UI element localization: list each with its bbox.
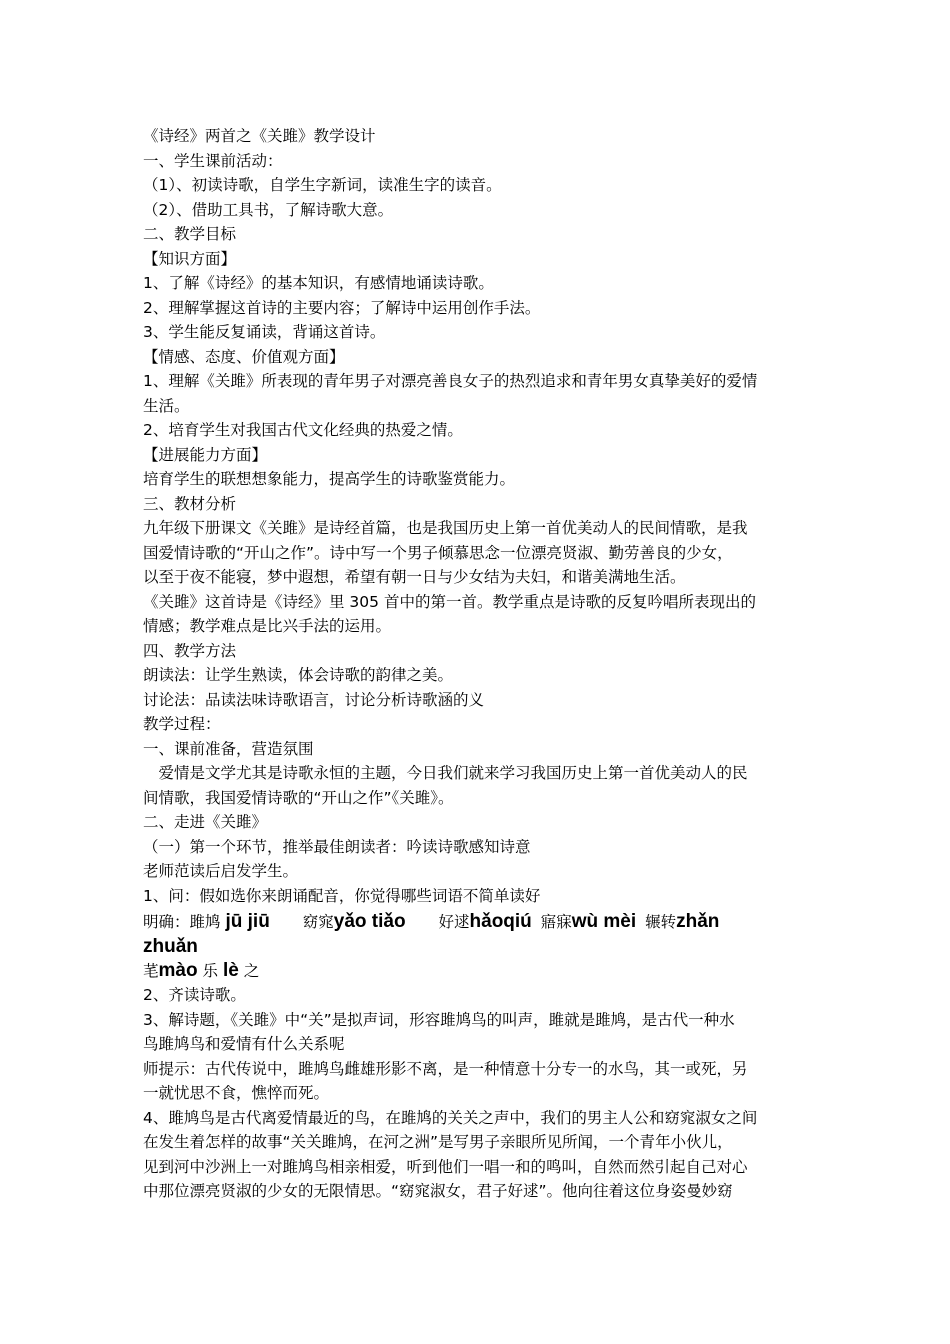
heading-goals: 二、教学目标 (143, 225, 237, 243)
paragraph-line: 3、解诗题，《关雎》中“关”是拟声词，形容雎鸠鸟的叫声，雎就是雎鸠，是古代一种水 (143, 1010, 735, 1029)
pinyin-reading: jū jiū (225, 911, 270, 932)
subheading-emotion: 【情感、态度、价值观方面】 (143, 347, 345, 366)
paragraph-line: 《关雎》这首诗是《诗经》里 305 首中的第一首。教学重点是诗歌的反复吟唱所表现出的 (143, 592, 756, 611)
paragraph-line: （2）、借助工具书，了解诗歌大意。 (143, 200, 394, 219)
pinyin-word: 好逑 (438, 913, 470, 931)
paragraph-line: 情感；教学难点是比兴手法的运用。 (143, 617, 392, 635)
paragraph-line: 见到河中沙洲上一对雎鸠鸟相亲相爱，听到他们一唱一和的鸣叫，自然而然引起自己对心 (143, 1157, 748, 1176)
pinyin-reading: wù mèi (571, 911, 637, 932)
pinyin-word: 辗转 (645, 913, 677, 931)
paragraph-line: 4、雎鸠鸟是古代离爱情最近的鸟，在雎鸠的关关之声中，我们的男主人公和窈窕淑女之间 (143, 1108, 758, 1127)
pinyin-reading: hǎoqiú (469, 911, 532, 932)
paragraph-line: 鸟雎鸠鸟和爱情有什么关系呢 (143, 1035, 345, 1053)
paragraph-line: 培育学生的联想想象能力，提高学生的诗歌鉴赏能力。 (143, 470, 516, 488)
paragraph-line: 3、学生能反复诵读，背诵这首诗。 (143, 323, 386, 341)
paragraph-line: 1、问：假如选你来朗诵配音，你觉得哪些词语不简单读好 (143, 886, 541, 905)
paragraph-line: （1）、初读诗歌，自学生字新词，读准生字的读音。 (143, 176, 502, 194)
pinyin-word: 雎鸠 (189, 913, 221, 931)
pinyin-word: 芼 (143, 962, 159, 980)
pinyin-reading: mào (158, 960, 198, 981)
paragraph-line: 老师范读后启发学生。 (143, 862, 299, 880)
paragraph-line: 1、理解《关雎》所表现的青年男子对漂亮善良女子的热烈追求和青年男女真挚美好的爱情 (143, 372, 758, 390)
pinyin-reading: zhǎn (676, 911, 720, 932)
heading-material: 三、教材分析 (143, 494, 237, 513)
heading-process: 教学过程： (143, 715, 221, 733)
document-page (143, 124, 810, 1204)
paragraph-line: 2、理解掌握这首诗的主要内容；了解诗中运用创作手法。 (143, 298, 541, 317)
heading-prep: 一、课前准备，营造氛围 (143, 739, 314, 758)
paragraph-line: 中那位漂亮贤淑的少女的无限情思。“窈窕淑女，君子好逑”。他向往着这位身姿曼妙窈 (143, 1182, 733, 1200)
paragraph-line: 间情歌，我国爱情诗歌的“开山之作”《关雎》。 (143, 788, 454, 807)
pinyin-row (143, 935, 810, 959)
paragraph-line: 生活。 (143, 396, 190, 415)
pinyin-reading: zhuǎn (143, 936, 198, 957)
subheading-knowledge: 【知识方面】 (143, 249, 237, 268)
document-title: 《诗经》两首之《关雎》教学设计 (143, 127, 376, 145)
heading-enter: 二、走进《关雎》 (143, 813, 268, 831)
pinyin-label: 明确： (143, 913, 190, 931)
pinyin-word: 之 (243, 962, 260, 980)
pinyin-reading: lè (222, 960, 239, 981)
paragraph-line: 师提示：古代传说中，雎鸠鸟雌雄形影不离，是一种情意十分专一的水鸟，其一或死，另 (143, 1059, 748, 1078)
pinyin-reading: yǎo tiǎo (333, 911, 406, 932)
subheading-ability: 【进展能力方面】 (143, 445, 268, 464)
heading-pre-class: 一、学生课前活动： (143, 151, 283, 170)
paragraph-line: 讨论法：品读法味诗歌语言，讨论分析诗歌涵的义 (143, 690, 485, 709)
paragraph-line: 九年级下册课文《关雎》是诗经首篇，也是我国历史上第一首优美动人的民间情歌，是我 (143, 519, 748, 537)
paragraph-line: 国爱情诗歌的“开山之作”。诗中写一个男子倾慕思念一位漂亮贤淑、勤劳善良的少女， (143, 543, 733, 562)
pinyin-word: 寤寐 (540, 913, 572, 931)
pinyin-row (143, 959, 810, 983)
paragraph-line: （一）第一个环节，推举最佳朗读者：吟读诗歌感知诗意 (143, 837, 531, 856)
pinyin-row (143, 908, 810, 935)
pinyin-word: 乐 (202, 962, 219, 980)
paragraph-line: 朗读法：让学生熟读，体会诗歌的韵律之美。 (143, 666, 454, 684)
paragraph-line: 在发生着怎样的故事“关关雎鸠，在河之洲”是写男子亲眼所见所闻，一个青年小伙儿， (143, 1133, 733, 1151)
paragraph-line: 2、培育学生对我国古代文化经典的热爱之情。 (143, 421, 463, 439)
paragraph-line: 一就忧思不食，憔悴而死。 (143, 1084, 330, 1102)
paragraph-line: 1、了解《诗经》的基本知识，有感情地诵读诗歌。 (143, 274, 494, 292)
paragraph-line: 以至于夜不能寝，梦中遐想，希望有朝一日与少女结为夫妇，和谐美满地生活。 (143, 568, 686, 586)
paragraph-line: 2、齐读诗歌。 (143, 986, 246, 1004)
pinyin-word: 窈窕 (302, 913, 334, 931)
paragraph-line: 爱情是文学尤其是诗歌永恒的主题，今日我们就来学习我国历史上第一首优美动人的民 (143, 764, 748, 782)
heading-methods: 四、教学方法 (143, 641, 237, 660)
